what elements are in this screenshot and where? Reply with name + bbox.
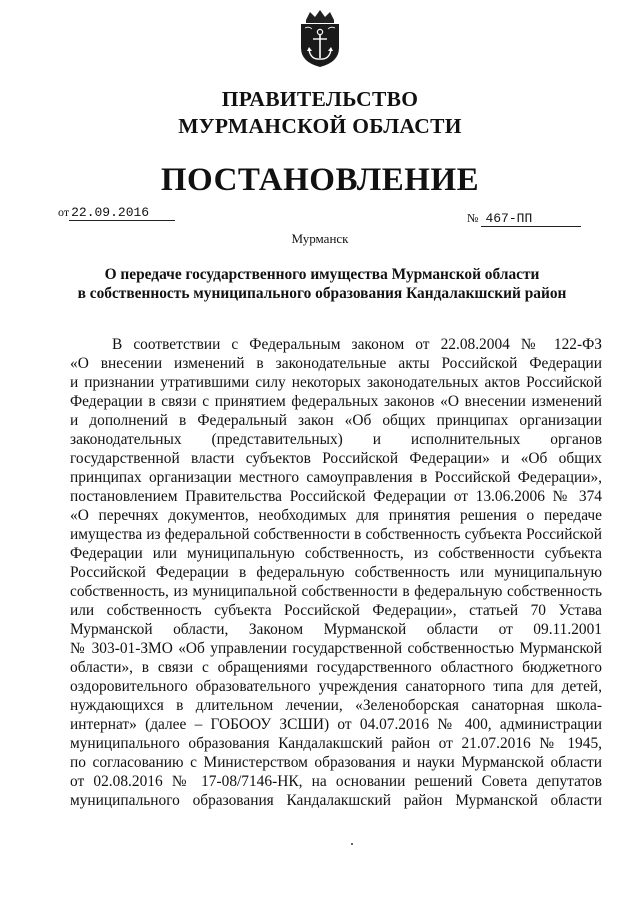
number-value: 467-ПП: [481, 211, 581, 227]
city-name: Мурманск: [291, 231, 349, 246]
date-prefix: от: [58, 205, 70, 219]
body-line: по согласованию с Министерством образования и науки Мурманской области: [70, 754, 602, 771]
body-line: интернат» (далее – ГОБООУ ЗСШИ) от 04.07.2016 № 400, администрации: [70, 716, 602, 733]
body-line: Федерации или муниципальную собственность, из собственности субъекта: [70, 545, 602, 562]
government-line-2: МУРМАНСКОЙ ОБЛАСТИ: [178, 114, 462, 138]
body-line: Российской Федерации в федеральную собственность или муниципальную: [70, 564, 602, 581]
resolution-body: [70, 335, 602, 810]
body-line: законодательных (представительных) и исполнительных органов: [70, 431, 602, 448]
title-line-2: в собственность муниципального образования Кандалакшский район: [77, 285, 567, 302]
body-line: Федерации в связи с принятием федеральных законов «О внесении изменений: [70, 393, 602, 410]
page-mark-dot: [351, 843, 353, 845]
title-line-1: О передаче государственного имущества Мурманской области: [104, 266, 540, 283]
number-field: [467, 211, 581, 227]
body-line: имущества из федеральной собственности в собственность субъекта Российской: [70, 526, 602, 543]
body-line: области», в связи с обращениями государственного областного бюджетного: [70, 659, 602, 676]
body-line: оздоровительного образовательного учреждения санаторного типа для детей,: [70, 678, 602, 695]
body-line: от 02.08.2016 № 17-08/7146-НК, на основании решений Совета депутатов: [70, 773, 602, 790]
body-line: «О внесении изменений в законодательные акты Российской Федерации: [70, 355, 602, 372]
resolution-title: [60, 265, 584, 303]
body-line: и признании утратившими силу некоторых законодательных актов Российской: [70, 374, 602, 391]
body-line: принципах организации местного самоуправления в Российской Федерации»,: [70, 469, 602, 486]
body-line: нуждающихся в длительном лечении, «Зеленоборская санаторная школа-: [70, 697, 602, 714]
body-line: государственной власти субъектов Российской Федерации» и «Об общих: [70, 450, 602, 467]
body-line: В соответствии с Федеральным законом от 22.08.2004 № 122-ФЗ: [112, 336, 602, 353]
body-line: муниципального образования Кандалакшский район Мурманской области: [70, 792, 602, 809]
coat-of-arms-emblem: [297, 10, 343, 68]
date-field: [58, 205, 175, 221]
date-value: 22.09.2016: [69, 205, 175, 221]
document-type-heading: ПОСТАНОВЛЕНИЕ: [160, 162, 480, 198]
body-line: и дополнений в Федеральный закон «Об общих принципах организации: [70, 412, 602, 429]
body-line: постановлением Правительства Российской Федерации от 13.06.2006 № 374: [70, 488, 602, 505]
body-line: № 303-01-ЗМО «Об управлении государственной собственностью Мурманской: [70, 640, 602, 657]
body-line: или собственность субъекта Российской Федерации», статьей 70 Устава: [70, 602, 602, 619]
body-line: муниципального образования Кандалакшский район от 21.07.2016 № 1945,: [70, 735, 602, 752]
body-line: «О перечнях документов, необходимых для принятия решения о передаче: [70, 507, 602, 524]
number-prefix: №: [467, 211, 479, 225]
body-line: Мурманской области, Законом Мурманской области от 09.11.2001: [70, 621, 602, 638]
body-line: собственность, из муниципальной собственности в федеральную собственность: [70, 583, 602, 600]
government-name: [0, 86, 640, 140]
government-line-1: ПРАВИТЕЛЬСТВО: [221, 87, 419, 111]
